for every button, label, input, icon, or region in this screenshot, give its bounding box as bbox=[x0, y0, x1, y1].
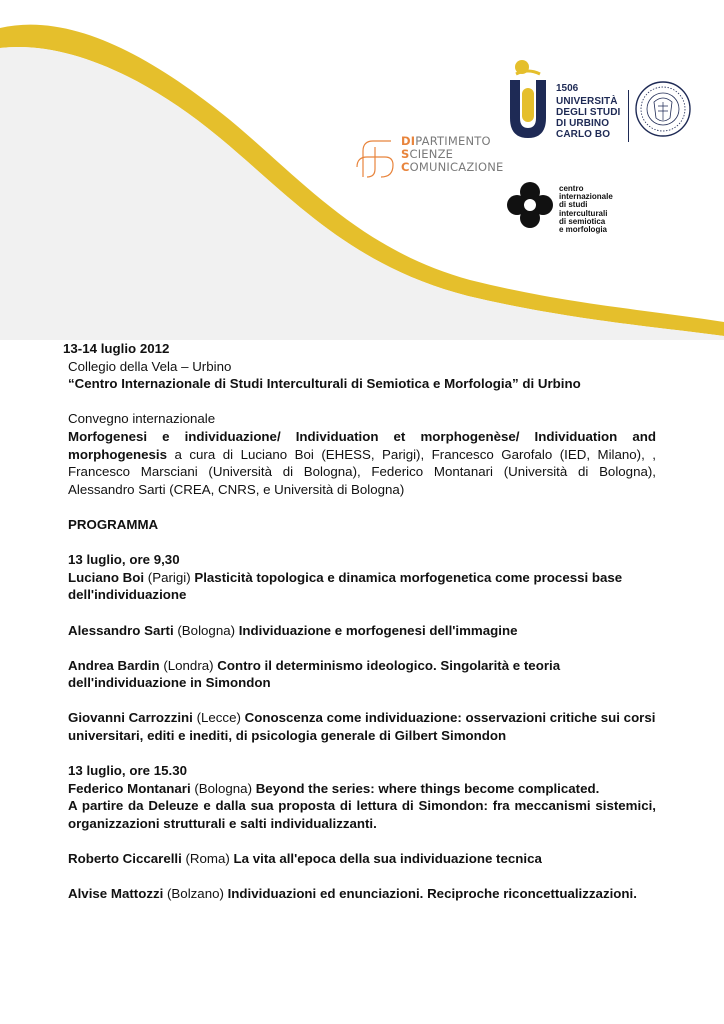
talk-title: Individuazioni ed enunciazioni. Reciproche riconcettualizzazioni. bbox=[227, 886, 637, 902]
department-logo bbox=[355, 133, 505, 183]
centre-logo-icon bbox=[507, 182, 553, 228]
event-venue: Collegio della Vela – Urbino bbox=[68, 358, 232, 374]
talk-place: (Bologna) bbox=[190, 780, 256, 796]
document-body bbox=[63, 340, 656, 903]
talk-entry bbox=[68, 569, 656, 604]
talk-entry bbox=[68, 657, 656, 692]
centre-logo-line: e morfologia bbox=[559, 225, 608, 235]
talk-speaker: Luciano Boi bbox=[68, 569, 145, 585]
conference-title: Morfogenesi e individuazione/ Individuation et morphogenèse/ Individuation and morphogenesis bbox=[68, 428, 656, 462]
conference-curators: a cura di Luciano Boi (EHESS, Parigi), Francesco Garofalo (IED, Milano), , Francesco Marsciani (Università di Bologna), Federico Montanari (Università di Bologna), Alessandro Sarti (CREA, CNRS, e Università di Bologna) bbox=[68, 446, 656, 497]
university-name bbox=[556, 96, 620, 140]
talk-entry bbox=[68, 850, 656, 868]
session-time: 13 luglio, ore 15.30 bbox=[68, 763, 187, 779]
centre-logo-line: centro bbox=[559, 184, 584, 193]
dept-line2-rest: CIENZE bbox=[409, 147, 454, 161]
talk-title: Individuazione e morfogenesi dell'immagine bbox=[238, 622, 518, 638]
university-name-line: UNIVERSITÀ bbox=[556, 96, 618, 107]
university-seal-icon bbox=[634, 80, 692, 138]
talk-entry bbox=[68, 780, 656, 798]
university-name-line: DI URBINO bbox=[556, 118, 610, 129]
conference-type: Convegno internazionale bbox=[68, 411, 216, 427]
event-dates: 13-14 luglio 2012 bbox=[63, 341, 170, 356]
session-time: 13 luglio, ore 9,30 bbox=[68, 552, 180, 568]
talk-place: (Bolzano) bbox=[163, 886, 228, 902]
centre-logo-line: internazionale bbox=[559, 192, 613, 202]
talk-speaker: Giovanni Carrozzini bbox=[68, 710, 193, 726]
conference-description bbox=[68, 428, 656, 498]
header-banner bbox=[0, 0, 724, 340]
centre-logo-text bbox=[559, 185, 613, 234]
university-year: 1506 bbox=[556, 83, 579, 94]
university-name-line: CARLO BO bbox=[556, 129, 611, 140]
programme-heading: PROGRAMMA bbox=[68, 516, 159, 532]
centre-title: “Centro Internazionale di Studi Interculturali di Semiotica e Morfologia” di Urbino bbox=[68, 376, 581, 392]
university-name-line: DEGLI STUDI bbox=[556, 107, 621, 118]
talk-speaker: Andrea Bardin bbox=[68, 657, 160, 673]
university-emblem-icon bbox=[506, 58, 550, 142]
dept-line3-rest: OMUNICAZIONE bbox=[409, 160, 504, 174]
talk-title: Beyond the series: where things become complicated. bbox=[255, 780, 600, 796]
talk-speaker: Alessandro Sarti bbox=[68, 622, 174, 638]
talk-subtitle: A partire da Deleuze e dalla sua proposta di lettura di Simondon: fra meccanismi sistemici, organizzazioni strutturali e salti individualizzanti. bbox=[68, 798, 656, 832]
talk-place: (Roma) bbox=[181, 851, 234, 867]
talk-entry bbox=[68, 709, 656, 744]
dept-line3-prefix: C bbox=[401, 160, 410, 174]
talk-place: (Lecce) bbox=[192, 710, 245, 726]
talk-entry bbox=[68, 622, 656, 640]
department-logo-icon bbox=[355, 137, 397, 181]
centre-logo-line: interculturali bbox=[559, 208, 608, 218]
talk-place: (Londra) bbox=[159, 657, 218, 673]
talk-speaker: Roberto Ciccarelli bbox=[68, 851, 182, 867]
talk-entry bbox=[68, 885, 656, 903]
dept-line1-prefix: DI bbox=[401, 134, 416, 148]
centre-logo-line: di semiotica bbox=[559, 216, 606, 226]
centre-logo-line: di studi bbox=[559, 200, 588, 210]
talk-title: Plasticità topologica e dinamica morfogenetica come processi base dell'individuazione bbox=[68, 569, 623, 603]
dept-line2-prefix: S bbox=[401, 147, 410, 161]
talk-speaker: Alvise Mattozzi bbox=[68, 886, 164, 902]
university-logo bbox=[506, 58, 696, 148]
talk-title: Conoscenza come individuazione: osservazioni critiche sui corsi universitari, editi e inediti, di psicologia generale di Gilbert Simondon bbox=[68, 710, 656, 744]
talk-place: (Parigi) bbox=[144, 569, 195, 585]
talk-title: La vita all'epoca della sua individuazione tecnica bbox=[233, 851, 542, 867]
centre-logo bbox=[507, 182, 687, 235]
talk-speaker: Federico Montanari bbox=[68, 780, 191, 796]
talk-title: Contro il determinismo ideologico. Singolarità e teoria dell'individuazione in Simondon bbox=[68, 657, 561, 691]
dept-line1-rest: PARTIMENTO bbox=[415, 134, 491, 148]
logo-divider bbox=[628, 90, 629, 142]
talk-place: (Bologna) bbox=[173, 622, 239, 638]
